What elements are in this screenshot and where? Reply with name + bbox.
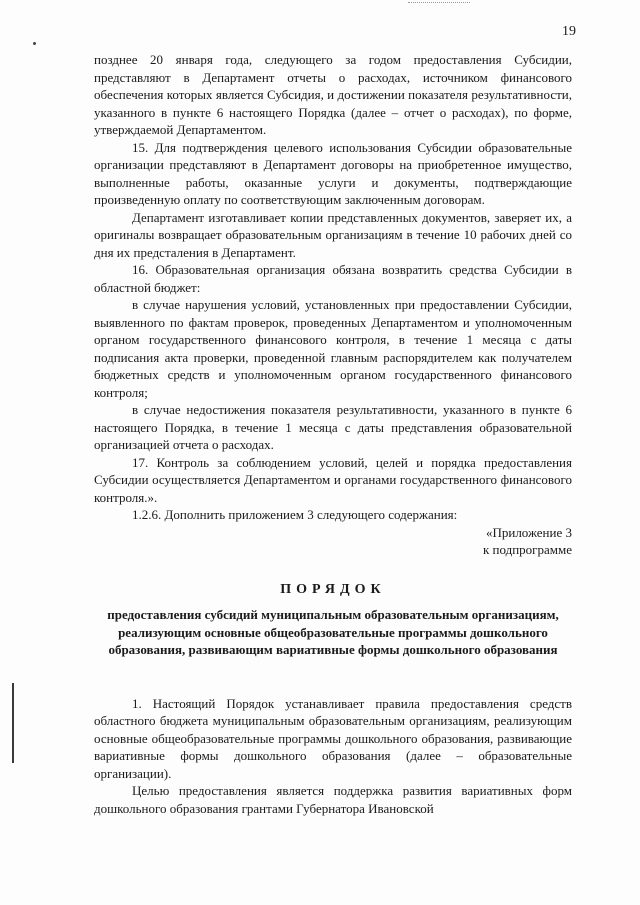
paragraph-amendment: 1.2.6. Дополнить приложением 3 следующего содержания: — [132, 507, 458, 522]
appendix-line-2: к подпрограмме — [482, 542, 572, 557]
page-number: 19 — [562, 24, 576, 39]
paragraph-document-copies: Департамент изготавливает копии представленных документов, заверяет их, а оригиналы возвращает образовательным организациям в течение 10 рабочих дней со дня их предсталения в Департамент. — [94, 209, 572, 260]
document-body — [94, 51, 572, 817]
scan-artifact-top — [408, 2, 470, 4]
appendix-reference — [94, 524, 572, 559]
spacer — [94, 659, 572, 695]
document-subtitle: предоставления субсидий муниципальным образовательным организациям, реализующим основные общеобразовательные программы дошкольного образования, развивающим вариативные формы дошкольного образования — [107, 607, 559, 657]
appendix-line-1: «Приложение 3 — [485, 524, 572, 540]
paragraph-indicator-case: в случае недостижения показателя результативности, указанного в пункте 6 настоящего Порядка, в течение 1 месяца с даты представления образовательной организацией отчета о расходах. — [94, 402, 572, 452]
document-title: ПОРЯДОК — [280, 581, 386, 597]
paragraph-reporting-deadline: позднее 20 января года, следующего за годом предоставления Субсидии, представляют в Департамент отчеты о расходах, источником финансового обеспечения которых является Субсидия, и достижении показателя результативности, указанного в пункте 6 настоящего Порядка (далее – отчет о расходах), по форме, утверждаемой Департаментом. — [94, 52, 572, 137]
document-title-block — [94, 581, 572, 659]
scan-artifact-margin-line — [12, 683, 14, 763]
paragraph-violation-case: в случае нарушения условий, установленных при предоставлении Субсидии, выявленного по фактам проверок, проведенных Департаментом и уполномоченным органом государственного финансового контроля, в течение 1 месяца с даты подписания акта проверки, проведенной главным распорядителем как получателем бюджетных средств и уполномоченным органом государственного финансового контроля; — [94, 297, 572, 400]
paragraph-item-15: 15. Для подтверждения целевого использования Субсидии образовательные организации представляют в Департамент договоры на приобретенное имущество, выполненные работы, оказанные услуги и документы, подтверждающие произведенную оплату по соответствующим заключенным договорам. — [94, 139, 572, 207]
paragraph-item-1: 1. Настоящий Порядок устанавливает правила предоставления средств областного бюджета муниципальным образовательным организациям, реализующим основные общеобразовательные программы дошкольного образования, развивающие вариативные формы дошкольного образования (далее – образовательные организации). — [94, 695, 572, 781]
paragraph-purpose: Целью предоставления является поддержка развития вариативных форм дошкольного образования грантами Губернатора Ивановской — [94, 783, 572, 816]
paragraph-item-16: 16. Образовательная организация обязана возвратить средства Субсидии в областной бюджет: — [94, 262, 572, 295]
paragraph-item-17: 17. Контроль за соблюдением условий, целей и порядка предоставления Субсидии осуществляется Департаментом и органами государственного финансового контроля.». — [94, 454, 572, 505]
scan-artifact-dot — [33, 42, 36, 45]
